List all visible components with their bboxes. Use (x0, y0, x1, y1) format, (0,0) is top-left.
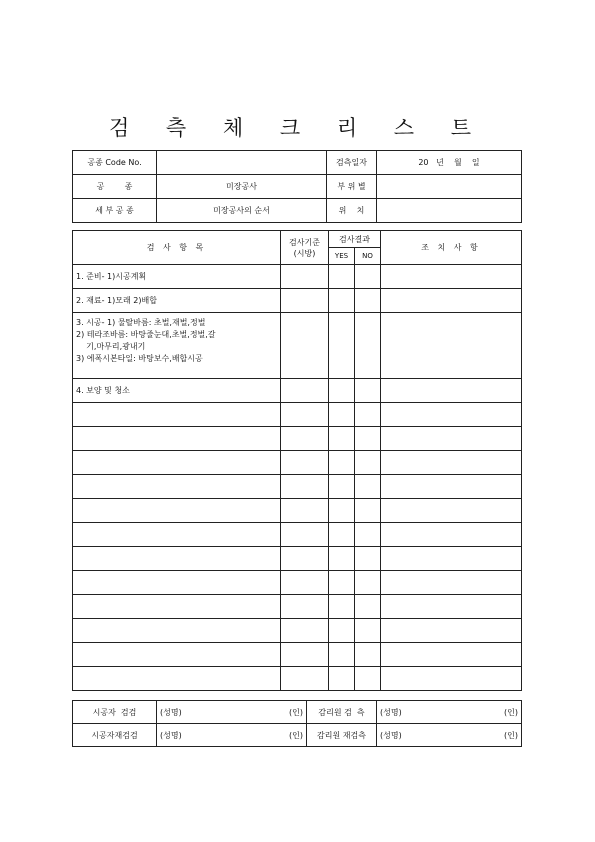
yes-cell[interactable] (329, 265, 355, 289)
info-table (72, 150, 522, 223)
col-no-header: NO (355, 248, 381, 265)
inspection-date-label: 검측일자 (327, 151, 377, 175)
item-cell (73, 571, 281, 595)
table-row (73, 313, 522, 379)
item-cell (73, 643, 281, 667)
yes-cell[interactable] (329, 451, 355, 475)
project-code-label: 공종 Code No. (73, 151, 157, 175)
action-cell[interactable] (381, 619, 522, 643)
contractor-label: 시공자 검검 (73, 701, 157, 724)
col-standard-header: 검사기준 (시방) (281, 231, 329, 265)
yes-cell[interactable] (329, 313, 355, 379)
yes-cell[interactable] (329, 523, 355, 547)
supervisor-name-label: (성명) (380, 707, 402, 717)
item-cell (73, 475, 281, 499)
no-cell[interactable] (355, 379, 381, 403)
table-row (73, 667, 522, 691)
project-code-field[interactable] (157, 151, 327, 175)
standard-cell[interactable] (281, 523, 329, 547)
action-cell[interactable] (381, 643, 522, 667)
supervisor-re-sign-field[interactable] (377, 724, 522, 747)
action-cell[interactable] (381, 475, 522, 499)
standard-cell[interactable] (281, 379, 329, 403)
position-label: 위 치 (327, 199, 377, 223)
item-cell (73, 547, 281, 571)
standard-cell[interactable] (281, 499, 329, 523)
col-result-header: 검사결과 (329, 231, 381, 248)
yes-cell[interactable] (329, 427, 355, 451)
action-cell[interactable] (381, 427, 522, 451)
standard-cell[interactable] (281, 571, 329, 595)
standard-cell[interactable] (281, 265, 329, 289)
yes-cell[interactable] (329, 289, 355, 313)
no-cell[interactable] (355, 313, 381, 379)
table-row (73, 619, 522, 643)
no-cell[interactable] (355, 547, 381, 571)
action-cell[interactable] (381, 499, 522, 523)
no-cell[interactable] (355, 643, 381, 667)
inspection-date-field[interactable]: 20 년 월 일 (377, 151, 522, 175)
supervisor-label: 감리원 검 측 (307, 701, 377, 724)
contractor-re-label: 시공자재검검 (73, 724, 157, 747)
table-row (73, 265, 522, 289)
item-cell (73, 523, 281, 547)
action-cell[interactable] (381, 313, 522, 379)
yes-cell[interactable] (329, 403, 355, 427)
item-cell: 1. 준비- 1)시공계획 (73, 265, 281, 289)
table-row (73, 643, 522, 667)
action-cell[interactable] (381, 265, 522, 289)
action-cell[interactable] (381, 523, 522, 547)
yes-cell[interactable] (329, 499, 355, 523)
detail-label: 세 부 공 종 (73, 199, 157, 223)
no-cell[interactable] (355, 451, 381, 475)
yes-cell[interactable] (329, 643, 355, 667)
table-row (73, 403, 522, 427)
table-row (73, 499, 522, 523)
location-field[interactable] (377, 175, 522, 199)
supervisor-sign-field[interactable] (377, 701, 522, 724)
item-cell: 3. 시공- 1) 물탈바름: 초벌,재벌,정벌 2) 테라조바름: 바탕줄눈대,초벌,정벌,갈 기,마무리,광내기 3) 에폭시본타일: 바탕보수,배합시공 (73, 313, 281, 379)
no-cell[interactable] (355, 571, 381, 595)
table-row (73, 571, 522, 595)
standard-cell[interactable] (281, 451, 329, 475)
supervisor-re-seal-label: (인) (504, 730, 518, 740)
col-item-header: 검 사 항 목 (73, 231, 281, 265)
yes-cell[interactable] (329, 571, 355, 595)
contractor-re-seal-label: (인) (289, 730, 303, 740)
supervisor-re-label: 감리원 재검측 (307, 724, 377, 747)
yes-cell[interactable] (329, 475, 355, 499)
yes-cell[interactable] (329, 595, 355, 619)
yes-cell[interactable] (329, 547, 355, 571)
work-label: 공 종 (73, 175, 157, 199)
standard-cell[interactable] (281, 595, 329, 619)
no-cell[interactable] (355, 619, 381, 643)
item-cell (73, 451, 281, 475)
item-cell (73, 499, 281, 523)
no-cell[interactable] (355, 667, 381, 691)
standard-cell[interactable] (281, 313, 329, 379)
standard-cell[interactable] (281, 667, 329, 691)
no-cell[interactable] (355, 427, 381, 451)
no-cell[interactable] (355, 595, 381, 619)
yes-cell[interactable] (329, 667, 355, 691)
standard-cell[interactable] (281, 619, 329, 643)
table-row (73, 427, 522, 451)
item-cell (73, 403, 281, 427)
action-cell[interactable] (381, 379, 522, 403)
action-cell[interactable] (381, 667, 522, 691)
table-row (73, 379, 522, 403)
item-cell (73, 427, 281, 451)
contractor-re-name-label: (성명) (160, 730, 182, 740)
standard-cell[interactable] (281, 427, 329, 451)
action-cell[interactable] (381, 403, 522, 427)
standard-cell[interactable] (281, 403, 329, 427)
standard-cell[interactable] (281, 547, 329, 571)
col-yes-header: YES (329, 248, 355, 265)
item-cell (73, 619, 281, 643)
no-cell[interactable] (355, 265, 381, 289)
yes-cell[interactable] (329, 379, 355, 403)
item-cell: 4. 보양 및 청소 (73, 379, 281, 403)
no-cell[interactable] (355, 499, 381, 523)
standard-cell[interactable] (281, 475, 329, 499)
position-field[interactable] (377, 199, 522, 223)
page-title: 검 측 체 크 리 스 트 (108, 116, 487, 140)
supervisor-re-name-label: (성명) (380, 730, 402, 740)
location-label: 부 위 별 (327, 175, 377, 199)
contractor-seal-label: (인) (289, 707, 303, 717)
signature-table (72, 700, 522, 747)
yes-cell[interactable] (329, 619, 355, 643)
col-action-header: 조 치 사 항 (381, 231, 522, 265)
detail-field[interactable]: 미장공사의 순서 (157, 199, 327, 223)
table-row (73, 475, 522, 499)
table-row (73, 451, 522, 475)
checklist-table (72, 230, 522, 691)
table-row (73, 523, 522, 547)
no-cell[interactable] (355, 403, 381, 427)
action-cell[interactable] (381, 289, 522, 313)
table-row (73, 595, 522, 619)
standard-cell[interactable] (281, 643, 329, 667)
contractor-sign-field[interactable] (157, 701, 307, 724)
no-cell[interactable] (355, 523, 381, 547)
table-row (73, 289, 522, 313)
item-cell (73, 667, 281, 691)
item-cell: 2. 재료- 1)모래 2)배합 (73, 289, 281, 313)
work-field[interactable]: 미장공사 (157, 175, 327, 199)
standard-cell[interactable] (281, 289, 329, 313)
supervisor-seal-label: (인) (504, 707, 518, 717)
action-cell[interactable] (381, 451, 522, 475)
item-cell (73, 595, 281, 619)
no-cell[interactable] (355, 289, 381, 313)
contractor-re-sign-field[interactable] (157, 724, 307, 747)
contractor-name-label: (성명) (160, 707, 182, 717)
table-row (73, 547, 522, 571)
action-cell[interactable] (381, 547, 522, 571)
action-cell[interactable] (381, 595, 522, 619)
action-cell[interactable] (381, 571, 522, 595)
no-cell[interactable] (355, 475, 381, 499)
